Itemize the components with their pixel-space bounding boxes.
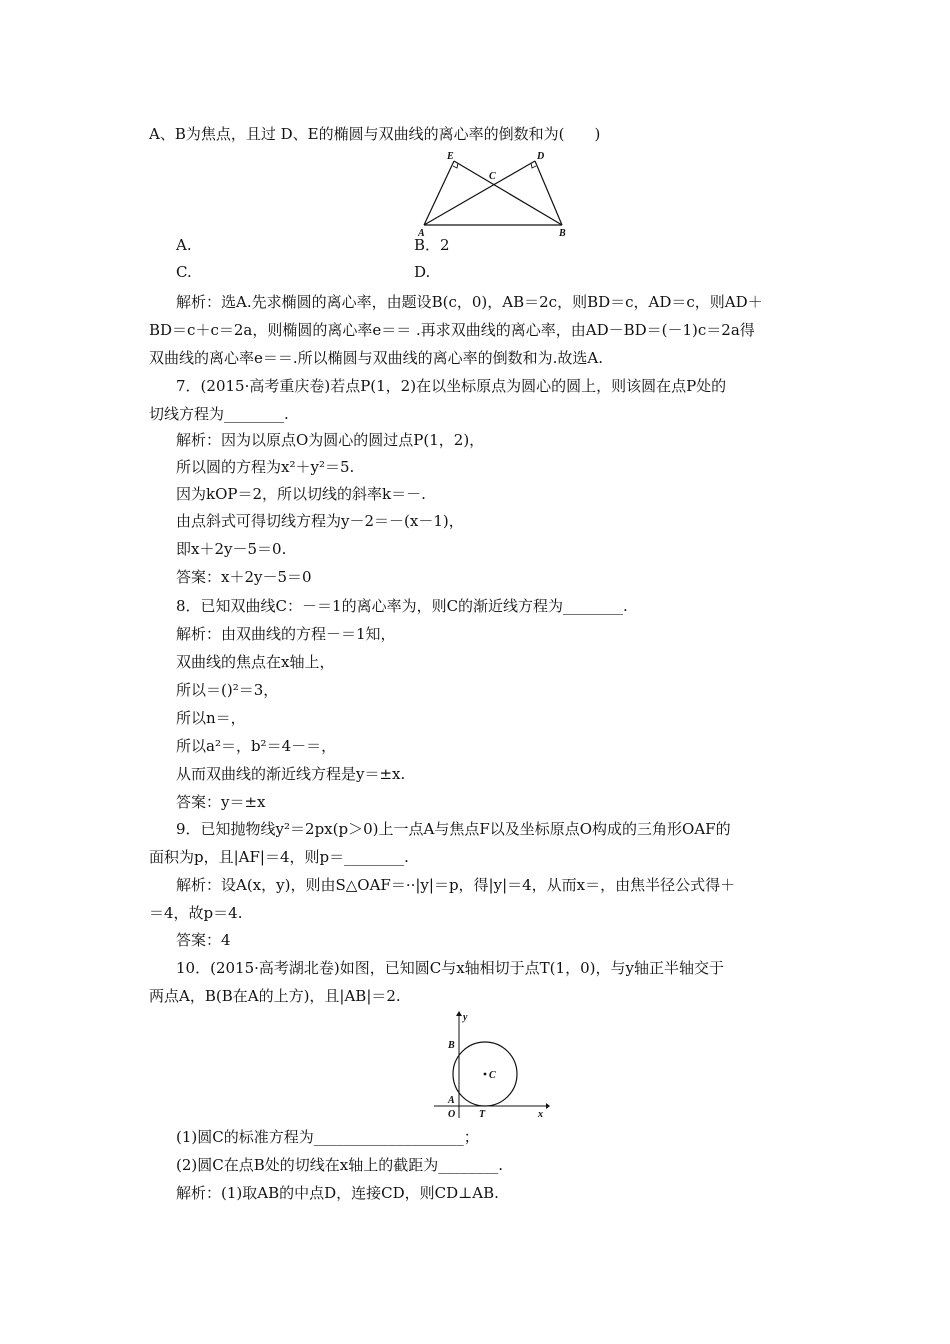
label-O: O [448,1109,456,1120]
option-c: C. [176,263,192,281]
label-A: A [418,228,425,239]
problem-10-line-2: 两点A，B(B在A的上方)，且|AB|＝2. [149,987,401,1005]
problem-8: 8．已知双曲线C：－＝1的离心率为，则C的渐近线方程为________. [176,597,628,615]
option-a: A. [176,236,192,254]
label-C: C [489,1070,496,1081]
problem-7-line-2: 切线方程为________. [149,405,289,423]
problem-9-line-1: 9．已知抛物线y²＝2px(p＞0)上一点A与焦点F以及坐标原点O构成的三角形OAF的 [176,820,731,838]
solution-6-line-1: 解析：选A.先求椭圆的离心率，由题设B(c，0)，AB＝2c，则BD＝c，AD＝c，则AD＋ [176,293,763,311]
circle-figure [430,1010,550,1122]
solution-8-line-6: 从而双曲线的渐近线方程是y＝±x. [176,765,406,783]
solution-8-line-4: 所以n＝， [176,709,246,727]
solution-9-line-1: 解析：设A(x，y)，则由S△OAF＝··|y|＝p，得|y|＝4，从而x＝，由焦半径公式得＋ [176,876,736,894]
label-y: y [463,1012,468,1023]
solution-7-line-5: 即x＋2y－5＝0. [176,540,287,558]
solution-9-line-2: ＝4，故p＝4. [149,904,243,922]
solution-8-line-2: 双曲线的焦点在x轴上， [176,653,335,671]
label-A: A [448,1095,455,1106]
label-B: B [559,228,566,239]
label-T: T [479,1109,486,1120]
label-E: E [447,151,454,162]
label-C: C [489,171,496,182]
label-x: x [538,1109,543,1120]
solution-6-line-2: BD＝c＋c＝2a，则椭圆的离心率e＝＝ .再求双曲线的离心率，由AD－BD＝(－1)c＝2a得 [149,321,755,339]
option-d: D. [414,263,431,281]
label-B: B [448,1040,455,1051]
answer-9: 答案：4 [176,931,231,949]
problem-6-stem-line: A、B为焦点，且过 D、E的椭圆与双曲线的离心率的倒数和为( ) [149,125,601,143]
solution-7-line-3: 因为kOP＝2，所以切线的斜率k＝－. [176,485,426,503]
solution-7-line-4: 由点斜式可得切线方程为y－2＝－(x－1)， [176,512,464,530]
solution-7-line-1: 解析：因为以原点O为圆心的圆过点P(1，2)， [176,431,485,449]
problem-10-line-1: 10．(2015·高考湖北卷)如图，已知圆C与x轴相切于点T(1，0)，与y轴正半轴交于 [176,959,724,977]
solution-6-line-3: 双曲线的离心率e＝＝.所以椭圆与双曲线的离心率的倒数和为.故选A. [149,349,604,367]
problem-10-part-1: (1)圆C的标准方程为____________________； [176,1128,479,1146]
solution-8-line-5: 所以a²＝，b²＝4－＝， [176,737,337,755]
problem-7-line-1: 7．(2015·高考重庆卷)若点P(1，2)在以坐标原点为圆心的圆上，则该圆在点P处的 [176,377,727,395]
solution-10-line-1: 解析：(1)取AB的中点D，连接CD，则CD⊥AB. [176,1184,499,1202]
solution-8-line-1: 解析：由双曲线的方程－＝1知， [176,625,396,643]
answer-7: 答案：x＋2y－5＝0 [176,568,312,586]
label-D: D [537,151,545,162]
problem-9-line-2: 面积为p，且|AF|＝4，则p＝________. [149,848,409,866]
problem-10-part-2: (2)圆C在点B处的切线在x轴上的截距为________. [176,1156,503,1174]
trapezoid-figure [410,147,575,239]
solution-8-line-3: 所以＝()²＝3， [176,681,279,699]
option-b: B．2 [414,236,450,254]
answer-8: 答案：y＝±x [176,793,266,811]
solution-7-line-2: 所以圆的方程为x²＋y²＝5. [176,458,355,476]
